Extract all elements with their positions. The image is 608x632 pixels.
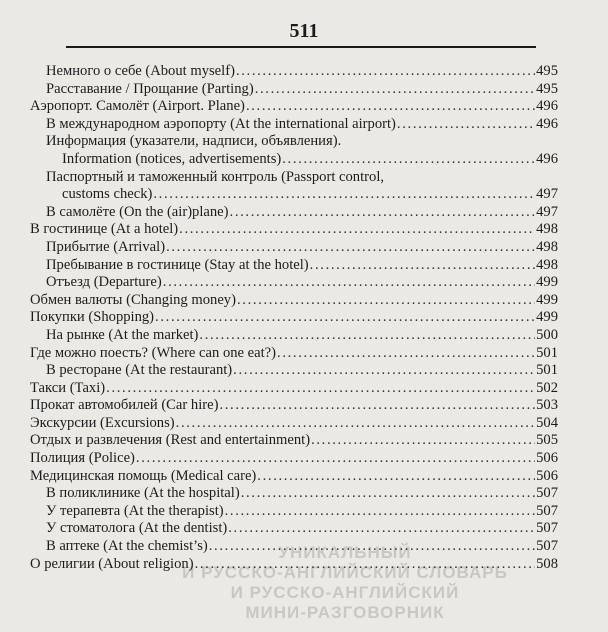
dot-leader [310, 257, 535, 275]
toc-entry-line: Информация (указатели, надписи, объявления). [46, 133, 342, 150]
toc-entry-page: 496 [536, 150, 558, 167]
toc-entry [30, 204, 558, 222]
toc-entry-title: На рынке (At the market) [46, 326, 199, 343]
toc-entry [30, 98, 558, 116]
toc-entry-title: Пребывание в гостинице (Stay at the hotel) [46, 256, 309, 273]
toc-entry [30, 81, 558, 99]
toc-entry-page: 499 [536, 309, 558, 326]
toc-entry-page: 497 [536, 186, 558, 203]
dot-leader [136, 450, 535, 468]
toc-entry-page: 506 [536, 467, 558, 484]
toc-entry-title: О религии (About religion) [30, 555, 194, 572]
dot-leader [199, 327, 535, 345]
toc-entry [30, 468, 558, 486]
toc-entry-title: Экскурсии (Excursions) [30, 414, 175, 431]
toc-entry-title: Где можно поесть? (Where can one eat?) [30, 344, 277, 361]
toc-entry-title: Information (notices, advertisements) [62, 150, 282, 167]
toc-entry [30, 239, 558, 257]
toc-entry [30, 309, 558, 327]
dot-leader [155, 309, 535, 327]
toc-entry-page: 498 [536, 238, 558, 255]
dot-leader [166, 239, 535, 257]
dot-leader [397, 116, 535, 134]
dot-leader [255, 81, 535, 99]
page-number: 511 [289, 20, 319, 42]
toc-entry [30, 186, 558, 204]
dot-leader [257, 468, 535, 486]
toc-entry [30, 292, 558, 310]
toc-entry-title: Обмен валюты (Changing money) [30, 291, 236, 308]
toc-entry [30, 538, 558, 556]
toc-entry-page: 499 [536, 291, 558, 308]
toc-entry-page: 498 [536, 221, 558, 238]
toc-entry [30, 63, 558, 81]
toc-entry [30, 362, 558, 380]
dot-leader [225, 503, 536, 521]
toc-entry-page: 496 [536, 115, 558, 132]
toc-entry-title: Отъезд (Departure) [46, 274, 162, 291]
toc-entry [30, 503, 558, 521]
toc-entry-page: 508 [536, 555, 558, 572]
table-of-contents [30, 63, 558, 573]
dot-leader [282, 151, 535, 169]
bleed-through-line: И РУССКО-АНГЛИЙСКИЙ СЛОВАРЬ [182, 563, 508, 582]
toc-entry [30, 221, 558, 239]
toc-entry [30, 345, 558, 363]
dot-leader [179, 221, 535, 239]
toc-entry-title: У терапевта (At the therapist) [46, 502, 224, 519]
toc-entry-page: 500 [536, 326, 558, 343]
toc-entry-page: 498 [536, 256, 558, 273]
dot-leader [106, 380, 535, 398]
toc-entry-page: 506 [536, 450, 558, 467]
toc-entry [30, 116, 558, 134]
toc-entry-title: Немного о себе (About myself) [46, 63, 235, 79]
toc-entry-page: 499 [536, 274, 558, 291]
toc-entry-title: Такси (Taxi) [30, 379, 106, 396]
toc-entry [30, 397, 558, 415]
toc-entry-title: Расставание / Прощание (Parting) [46, 80, 254, 97]
dot-leader [153, 186, 535, 204]
toc-entry [30, 415, 558, 433]
toc-entry [30, 556, 558, 574]
toc-entry-title: В гостинице (At a hotel) [30, 221, 179, 238]
toc-entry [30, 485, 558, 503]
toc-entry-page: 507 [536, 538, 558, 555]
dot-leader [230, 204, 536, 222]
toc-entry-title: Аэропорт. Самолёт (Airport. Plane) [30, 98, 245, 115]
toc-entry-title: Отдых и развлечения (Rest and entertainment) [30, 432, 311, 449]
dot-leader [241, 485, 535, 503]
toc-entry-page: 507 [536, 485, 558, 502]
dot-leader [236, 63, 535, 81]
dot-leader [246, 98, 535, 116]
toc-entry-title: В международном аэропорту (At the international airport) [46, 115, 396, 132]
dot-leader [311, 432, 535, 450]
toc-entry-page: 497 [536, 203, 558, 220]
toc-entry-title: Прибытие (Arrival) [46, 238, 166, 255]
toc-entry-title: В самолёте (On the (air)plane) [46, 203, 229, 220]
toc-entry-page: 507 [536, 502, 558, 519]
toc-entry-page: 507 [536, 520, 558, 537]
bleed-through-line: УНИКАЛЬНЫЙ [278, 543, 412, 562]
toc-entry-line: Паспортный и таможенный контроль (Passport control, [46, 168, 385, 185]
toc-entry [30, 432, 558, 450]
dot-leader [176, 415, 535, 433]
dot-leader [219, 397, 535, 415]
toc-entry [30, 151, 558, 169]
toc-entry-page: 501 [536, 344, 558, 361]
toc-entry-page: 504 [536, 414, 558, 431]
toc-entry-page: 496 [536, 98, 558, 115]
dot-leader [233, 362, 535, 380]
header-rule [66, 46, 536, 48]
toc-entry-title: Покупки (Shopping) [30, 309, 155, 326]
toc-entry-page: 503 [536, 397, 558, 414]
dot-leader [237, 292, 535, 310]
bleed-through-line: И РУССКО-АНГЛИЙСКИЙ [230, 583, 460, 602]
dot-leader [209, 538, 535, 556]
toc-entry-title: Полиция (Police) [30, 450, 135, 467]
toc-entry [30, 520, 558, 538]
toc-entry [30, 380, 558, 398]
dot-leader [195, 556, 536, 574]
toc-entry-page: 501 [536, 362, 558, 379]
toc-entry [30, 450, 558, 468]
toc-entry-title: Медицинская помощь (Medical care) [30, 467, 257, 484]
toc-entry [30, 327, 558, 345]
toc-entry-page: 502 [536, 379, 558, 396]
toc-entry [30, 257, 558, 275]
dot-leader [163, 274, 535, 292]
toc-entry-page: 495 [536, 80, 558, 97]
toc-entry-title: В поликлинике (At the hospital) [46, 485, 240, 502]
dot-leader [228, 520, 535, 538]
toc-entry-title: В ресторане (At the restaurant) [46, 362, 233, 379]
toc-entry-page: 505 [536, 432, 558, 449]
bleed-through-line: МИНИ-РАЗГОВОРНИК [245, 603, 445, 622]
dot-leader [277, 345, 535, 363]
toc-entry-title: Прокат автомобилей (Car hire) [30, 397, 219, 414]
toc-entry-page: 495 [536, 63, 558, 79]
toc-entry-title: У стоматолога (At the dentist) [46, 520, 228, 537]
toc-entry-title: В аптеке (At the chemist’s) [46, 538, 208, 555]
toc-entry [30, 274, 558, 292]
toc-entry-title: customs check) [62, 186, 153, 203]
